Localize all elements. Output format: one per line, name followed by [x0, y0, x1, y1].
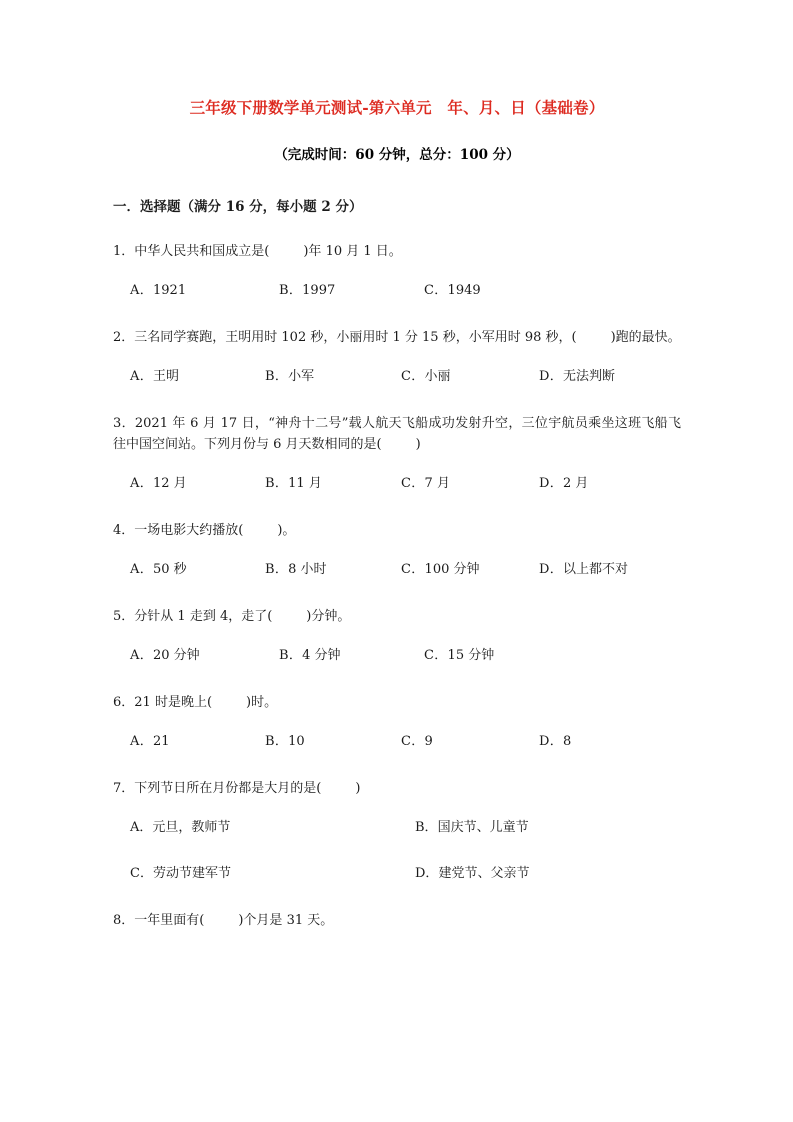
option-b[interactable]: B．10 — [265, 734, 305, 750]
question-text-post: )分钟。 — [306, 609, 351, 625]
question-number: 4． — [113, 523, 135, 539]
option-b[interactable]: B．1997 — [279, 283, 336, 299]
question-text-pre: 一年里面有( — [134, 913, 205, 929]
option-row — [113, 645, 681, 666]
question-stem — [113, 241, 681, 262]
option-d[interactable]: D．无法判断 — [539, 369, 616, 385]
option-c[interactable]: C．劳动节建军节 — [130, 866, 231, 882]
option-c[interactable]: C．1949 — [424, 283, 481, 299]
question-2 — [113, 327, 681, 387]
question-3 — [113, 413, 681, 494]
question-8 — [113, 910, 681, 931]
question-stem — [113, 520, 681, 541]
option-b[interactable]: B．8 小时 — [265, 562, 327, 578]
question-text-post: )个月是 31 天。 — [238, 913, 334, 929]
question-text-pre: 三名同学赛跑，王明用时 102 秒，小丽用时 1 分 15 秒，小军用时 98 秒，( — [134, 330, 577, 346]
option-grid — [113, 817, 681, 884]
question-text-pre: 21 时是晚上( — [134, 695, 213, 711]
question-5 — [113, 606, 681, 666]
page-content — [113, 0, 681, 931]
option-c[interactable]: C．小丽 — [401, 369, 451, 385]
option-c[interactable]: C．7 月 — [401, 476, 450, 492]
option-a[interactable]: A．50 秒 — [130, 562, 187, 578]
option-c[interactable]: C．9 — [401, 734, 433, 750]
option-b[interactable]: B．小军 — [265, 369, 315, 385]
question-text-pre: 2021 年 6 月 17 日，“神舟十二号”载人航天飞船成功发射升空，三位宇航员乘坐这班飞船飞往中国空间站。下列月份与 6 月天数相同的是( — [113, 416, 681, 453]
exam-info-line: （完成时间：60 分钟，总分：100 分） — [274, 146, 520, 163]
question-number: 7． — [113, 781, 135, 797]
option-row — [113, 366, 681, 387]
option-row — [113, 731, 681, 752]
option-row — [113, 473, 681, 494]
option-a[interactable]: A．20 分钟 — [130, 648, 200, 664]
question-text-post: )跑的最快。 — [610, 330, 681, 346]
question-7 — [113, 778, 681, 884]
option-c[interactable]: C．15 分钟 — [424, 648, 495, 664]
question-stem — [113, 413, 681, 455]
option-c[interactable]: C．100 分钟 — [401, 562, 480, 578]
question-text-post: ) — [355, 781, 361, 797]
question-text-pre: 分针从 1 走到 4，走了( — [134, 609, 273, 625]
option-a[interactable]: A．1921 — [130, 283, 187, 299]
question-text-pre: 中华人民共和国成立是( — [134, 243, 270, 259]
question-number: 1． — [113, 243, 135, 259]
question-text-post: )年 10 月 1 日。 — [303, 243, 402, 259]
question-stem — [113, 778, 681, 799]
question-text-post: )时。 — [246, 695, 278, 711]
option-row — [113, 559, 681, 580]
question-text-pre: 下列节日所在月份都是大月的是( — [134, 781, 322, 797]
page-title: 三年级下册数学单元测试-第六单元 年、月、日（基础卷） — [189, 98, 605, 117]
question-number: 8． — [113, 913, 135, 929]
question-number: 6． — [113, 695, 135, 711]
question-stem — [113, 692, 681, 713]
question-1 — [113, 241, 681, 301]
option-a[interactable]: A．21 — [130, 734, 170, 750]
question-stem — [113, 910, 681, 931]
question-4 — [113, 520, 681, 580]
option-a[interactable]: A．元旦，教师节 — [130, 820, 231, 836]
option-row — [113, 863, 681, 884]
question-6 — [113, 692, 681, 752]
question-number: 2． — [113, 330, 135, 346]
option-d[interactable]: D．建党节、父亲节 — [415, 866, 530, 882]
option-d[interactable]: D．以上都不对 — [539, 562, 629, 578]
option-b[interactable]: B．11 月 — [265, 476, 322, 492]
option-a[interactable]: A．王明 — [130, 369, 180, 385]
section-heading-multiple-choice: 一．选择题（满分 16 分，每小题 2 分） — [113, 198, 363, 215]
option-row — [113, 280, 681, 301]
option-a[interactable]: A．12 月 — [130, 476, 187, 492]
question-text-post: ) — [415, 437, 421, 453]
option-row — [113, 817, 681, 838]
option-d[interactable]: D．8 — [539, 734, 572, 750]
option-b[interactable]: B．国庆节、儿童节 — [415, 820, 529, 836]
question-number: 5． — [113, 609, 135, 625]
question-text-post: )。 — [277, 523, 296, 539]
option-d[interactable]: D．2 月 — [539, 476, 589, 492]
question-stem — [113, 327, 681, 348]
question-number: 3． — [113, 416, 135, 432]
option-b[interactable]: B．4 分钟 — [279, 648, 341, 664]
question-text-pre: 一场电影大约播放( — [134, 523, 244, 539]
question-stem — [113, 606, 681, 627]
